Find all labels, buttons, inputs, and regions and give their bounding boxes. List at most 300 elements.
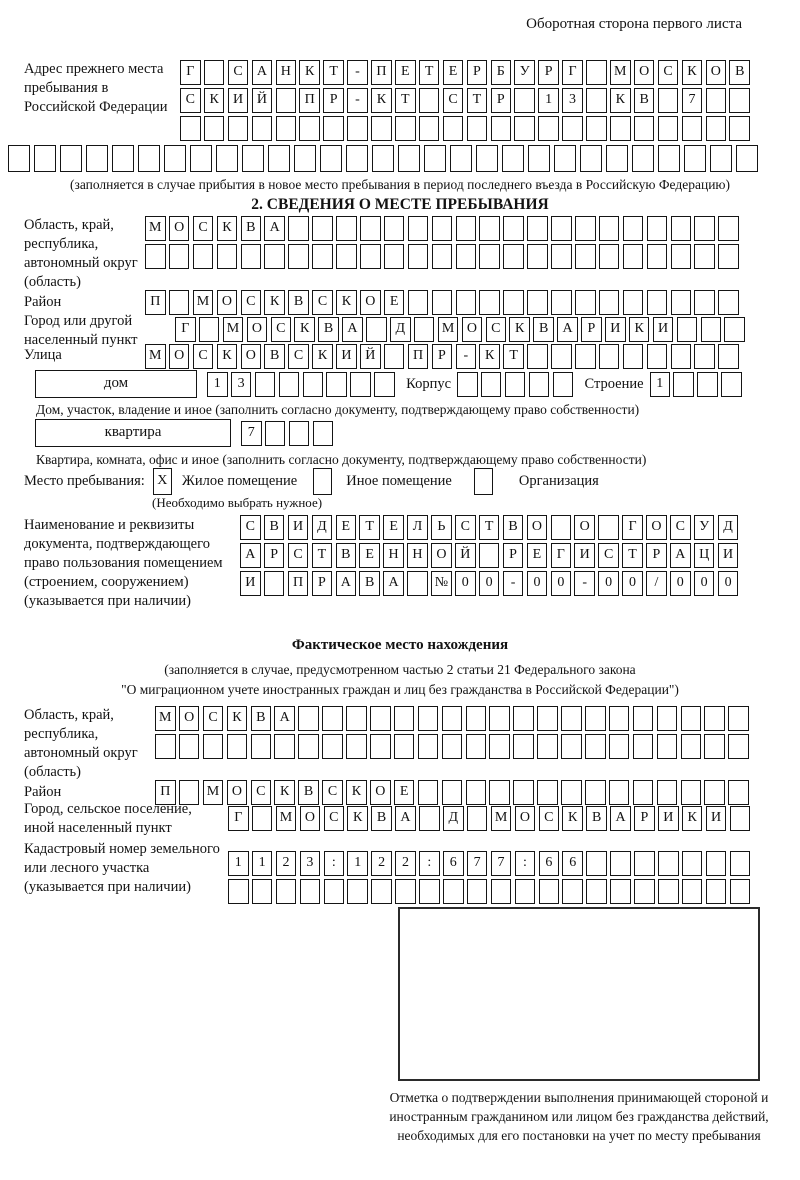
char-box: О	[227, 780, 248, 805]
char-box: В	[533, 317, 554, 342]
char-box	[599, 244, 620, 269]
char-box	[347, 116, 368, 141]
char-box: -	[347, 88, 368, 113]
char-box	[190, 145, 212, 172]
char-box	[658, 145, 680, 172]
char-box	[647, 216, 668, 241]
char-box	[529, 372, 550, 397]
char-box: С	[193, 216, 214, 241]
char-box: В	[371, 806, 392, 831]
char-box: -	[456, 344, 477, 369]
char-box	[241, 244, 262, 269]
char-box	[682, 116, 703, 141]
char-box: Т	[479, 515, 500, 540]
char-box	[360, 216, 381, 241]
char-box: И	[288, 515, 309, 540]
char-box	[599, 290, 620, 315]
char-box: Р	[491, 88, 512, 113]
char-box	[718, 290, 739, 315]
char-box	[599, 344, 620, 369]
char-box	[538, 116, 559, 141]
street-row	[145, 344, 742, 369]
checkbox-org	[474, 468, 493, 495]
char-box	[336, 216, 357, 241]
char-box	[657, 706, 678, 731]
char-box	[419, 116, 440, 141]
char-box	[681, 780, 702, 805]
char-box	[456, 244, 477, 269]
char-box	[456, 216, 477, 241]
char-box	[658, 116, 679, 141]
char-box: 2	[276, 851, 297, 876]
char-box: М	[145, 216, 166, 241]
fact-region-label: Область, край, республика, автономный округ (область)	[24, 707, 138, 780]
char-box: К	[294, 317, 315, 342]
char-box: Г	[175, 317, 196, 342]
char-box: К	[264, 290, 285, 315]
char-box	[419, 806, 440, 831]
char-box: А	[395, 806, 416, 831]
char-box	[442, 706, 463, 731]
char-box	[682, 879, 703, 904]
char-box: М	[203, 780, 224, 805]
char-box: А	[383, 571, 404, 596]
char-box: 0	[527, 571, 548, 596]
char-box: А	[342, 317, 363, 342]
fact-city-row	[228, 806, 754, 831]
char-box	[289, 421, 310, 446]
char-box	[704, 780, 725, 805]
char-box	[527, 244, 548, 269]
char-box	[575, 216, 596, 241]
char-box	[710, 145, 732, 172]
char-box	[671, 290, 692, 315]
char-box	[264, 571, 285, 596]
char-box	[610, 879, 631, 904]
char-box	[384, 244, 405, 269]
char-box: С	[455, 515, 476, 540]
place-type-label: Место пребывания:	[24, 473, 145, 489]
checkbox-zhiloe: X	[153, 468, 172, 495]
char-box	[623, 216, 644, 241]
char-box	[489, 706, 510, 731]
char-box: Г	[180, 60, 201, 85]
city-label: Город или другой населенный пункт	[24, 313, 138, 348]
char-box	[86, 145, 108, 172]
char-box	[633, 734, 654, 759]
apartment-type-box: квартира	[35, 419, 231, 447]
char-box: С	[271, 317, 292, 342]
char-box	[704, 706, 725, 731]
char-box: Е	[394, 780, 415, 805]
prev-address-row-4	[8, 145, 762, 172]
cadastre-row-2	[228, 879, 754, 904]
char-box: М	[276, 806, 297, 831]
char-box: 0	[622, 571, 643, 596]
char-box: 1	[538, 88, 559, 113]
char-box	[414, 317, 435, 342]
char-box	[199, 317, 220, 342]
char-box: В	[634, 88, 655, 113]
char-box	[694, 244, 715, 269]
char-box	[623, 290, 644, 315]
char-box	[489, 780, 510, 805]
char-box	[467, 879, 488, 904]
document-row-3	[240, 571, 742, 596]
char-box	[537, 780, 558, 805]
char-box	[647, 344, 668, 369]
char-box	[575, 344, 596, 369]
char-box	[251, 734, 272, 759]
char-box: И	[706, 806, 727, 831]
char-box	[718, 244, 739, 269]
char-box	[164, 145, 186, 172]
char-box	[729, 116, 750, 141]
char-box: 3	[300, 851, 321, 876]
char-box	[276, 116, 297, 141]
char-box: В	[251, 706, 272, 731]
char-box	[728, 734, 749, 759]
char-box	[610, 851, 631, 876]
char-box	[394, 706, 415, 731]
stroenie-label: Строение	[584, 375, 644, 392]
char-box: О	[706, 60, 727, 85]
char-box	[585, 780, 606, 805]
char-box	[606, 145, 628, 172]
char-box	[704, 734, 725, 759]
char-box	[155, 734, 176, 759]
char-box: Р	[323, 88, 344, 113]
char-box: В	[318, 317, 339, 342]
char-box	[736, 145, 758, 172]
char-box	[336, 244, 357, 269]
house-type-box: дом	[35, 370, 197, 398]
char-box	[539, 879, 560, 904]
char-box	[647, 244, 668, 269]
char-box	[347, 879, 368, 904]
street-label: Улица	[24, 347, 62, 363]
prev-address-row-3	[180, 116, 753, 141]
char-box: О	[431, 543, 452, 568]
char-box	[491, 116, 512, 141]
char-box: К	[336, 290, 357, 315]
char-box	[598, 515, 619, 540]
char-box	[372, 145, 394, 172]
char-box: 3	[231, 372, 252, 397]
char-box	[694, 290, 715, 315]
char-box: В	[298, 780, 319, 805]
char-box: Т	[419, 60, 440, 85]
char-box: :	[515, 851, 536, 876]
char-box	[303, 372, 324, 397]
char-box: О	[169, 216, 190, 241]
char-box	[276, 879, 297, 904]
char-box	[553, 372, 574, 397]
char-box: К	[479, 344, 500, 369]
char-box: О	[527, 515, 548, 540]
char-box: М	[155, 706, 176, 731]
char-box	[503, 290, 524, 315]
char-box	[418, 734, 439, 759]
char-box	[551, 515, 572, 540]
char-box	[252, 116, 273, 141]
char-box: С	[180, 88, 201, 113]
char-box: О	[179, 706, 200, 731]
char-box	[424, 145, 446, 172]
char-box: О	[217, 290, 238, 315]
char-box	[505, 372, 526, 397]
char-box: М	[610, 60, 631, 85]
char-box	[537, 706, 558, 731]
char-box: И	[653, 317, 674, 342]
char-box	[288, 244, 309, 269]
char-box	[697, 372, 718, 397]
char-box	[268, 145, 290, 172]
char-box	[728, 780, 749, 805]
char-box: К	[312, 344, 333, 369]
char-box: А	[252, 60, 273, 85]
char-box: О	[300, 806, 321, 831]
char-box: Е	[384, 290, 405, 315]
char-box	[609, 706, 630, 731]
char-box	[706, 116, 727, 141]
char-box	[366, 317, 387, 342]
char-box	[658, 88, 679, 113]
char-box	[370, 734, 391, 759]
char-box: 7	[491, 851, 512, 876]
char-box: Р	[581, 317, 602, 342]
char-box: Л	[407, 515, 428, 540]
char-box: 1	[207, 372, 228, 397]
char-box	[255, 372, 276, 397]
option-zhiloe-label: Жилое помещение	[181, 473, 298, 489]
char-box	[527, 216, 548, 241]
char-box: Т	[312, 543, 333, 568]
char-box	[371, 879, 392, 904]
char-box: №	[431, 571, 452, 596]
char-box	[671, 244, 692, 269]
char-box: 3	[562, 88, 583, 113]
char-box	[609, 780, 630, 805]
char-box	[634, 851, 655, 876]
char-box	[647, 290, 668, 315]
char-box: Д	[390, 317, 411, 342]
char-box: П	[371, 60, 392, 85]
char-box	[724, 317, 745, 342]
char-box: С	[312, 290, 333, 315]
char-box: С	[598, 543, 619, 568]
char-box	[503, 244, 524, 269]
char-box: О	[634, 60, 655, 85]
char-box: И	[240, 571, 261, 596]
char-box: С	[288, 543, 309, 568]
fact-city-label: Город, сельское поселение, иной населенный пункт	[24, 801, 192, 836]
char-box: -	[503, 571, 524, 596]
char-box	[8, 145, 30, 172]
char-box	[599, 216, 620, 241]
char-box: Ь	[431, 515, 452, 540]
char-box	[634, 879, 655, 904]
char-box	[528, 145, 550, 172]
char-box: М	[193, 290, 214, 315]
char-box: Н	[276, 60, 297, 85]
char-box: К	[347, 806, 368, 831]
char-box	[730, 879, 751, 904]
apartment-row	[35, 419, 337, 447]
char-box	[551, 290, 572, 315]
char-box	[326, 372, 347, 397]
char-box: 0	[694, 571, 715, 596]
char-box	[228, 116, 249, 141]
char-box: С	[670, 515, 691, 540]
char-box	[489, 734, 510, 759]
char-box	[513, 706, 534, 731]
option-inoe-label: Иное помещение	[346, 473, 452, 489]
char-box: С	[324, 806, 345, 831]
option-org-label: Организация	[518, 473, 599, 489]
prev-address-label: Адрес прежнего места пребывания в Российской Федерации	[24, 61, 168, 115]
char-box: Т	[503, 344, 524, 369]
char-box	[265, 421, 286, 446]
char-box	[432, 216, 453, 241]
char-box	[561, 706, 582, 731]
char-box	[384, 216, 405, 241]
region-label: Область, край, республика, автономный округ (область)	[24, 217, 138, 290]
char-box	[586, 851, 607, 876]
char-box: Д	[312, 515, 333, 540]
char-box: Т	[359, 515, 380, 540]
char-box	[502, 145, 524, 172]
char-box: В	[359, 571, 380, 596]
char-box: Р	[432, 344, 453, 369]
char-box	[633, 780, 654, 805]
char-box	[193, 244, 214, 269]
char-box	[112, 145, 134, 172]
char-box	[443, 879, 464, 904]
char-box: Е	[527, 543, 548, 568]
char-box: Б	[491, 60, 512, 85]
char-box	[322, 734, 343, 759]
fact-region-row-1	[155, 706, 752, 731]
char-box: В	[288, 290, 309, 315]
char-box	[467, 806, 488, 831]
char-box: А	[336, 571, 357, 596]
char-box: В	[586, 806, 607, 831]
char-box: /	[646, 571, 667, 596]
char-box: А	[274, 706, 295, 731]
char-box	[204, 60, 225, 85]
char-box	[554, 145, 576, 172]
char-box: 0	[718, 571, 739, 596]
char-box	[476, 145, 498, 172]
char-box	[407, 571, 428, 596]
char-box	[374, 372, 395, 397]
char-box	[673, 372, 694, 397]
char-box	[395, 116, 416, 141]
char-box: С	[288, 344, 309, 369]
char-box	[514, 116, 535, 141]
char-box	[34, 145, 56, 172]
apartment-caption: Квартира, комната, офис и иное (заполнить согласно документу, подтверждающему право собственности)	[36, 452, 647, 467]
char-box: С	[228, 60, 249, 85]
char-box: Д	[718, 515, 739, 540]
char-box	[419, 88, 440, 113]
char-box	[586, 879, 607, 904]
char-box	[479, 290, 500, 315]
char-box: Н	[383, 543, 404, 568]
region-row-2	[145, 244, 742, 269]
char-box: А	[610, 806, 631, 831]
char-box	[551, 244, 572, 269]
char-box	[408, 290, 429, 315]
char-box	[394, 734, 415, 759]
char-box	[443, 116, 464, 141]
char-box: К	[682, 60, 703, 85]
char-box	[384, 344, 405, 369]
char-box	[300, 879, 321, 904]
char-box	[242, 145, 264, 172]
char-box: О	[360, 290, 381, 315]
char-box	[138, 145, 160, 172]
char-box	[527, 290, 548, 315]
char-box: П	[155, 780, 176, 805]
char-box: 1	[650, 372, 671, 397]
char-box: С	[241, 290, 262, 315]
char-box	[657, 780, 678, 805]
char-box: 1	[252, 851, 273, 876]
fact-region-row-2	[155, 734, 752, 759]
char-box: К	[299, 60, 320, 85]
char-box: :	[324, 851, 345, 876]
char-box: К	[204, 88, 225, 113]
char-box	[491, 879, 512, 904]
char-box: -	[347, 60, 368, 85]
char-box: К	[371, 88, 392, 113]
char-box	[264, 244, 285, 269]
char-box: К	[346, 780, 367, 805]
char-box: С	[539, 806, 560, 831]
char-box: В	[336, 543, 357, 568]
char-box: Й	[252, 88, 273, 113]
char-box: О	[370, 780, 391, 805]
char-box: А	[264, 216, 285, 241]
apartment-number-cells	[241, 421, 337, 446]
char-box: Е	[336, 515, 357, 540]
prev-address-note: (заполняется в случае прибытия в новое место пребывания в период последнего въезда в Российскую Федерацию)	[69, 177, 731, 192]
char-box: 7	[467, 851, 488, 876]
char-box: Е	[443, 60, 464, 85]
char-box	[288, 216, 309, 241]
char-box: О	[169, 344, 190, 369]
place-type-note: (Необходимо выбрать нужное)	[152, 495, 323, 510]
char-box	[694, 344, 715, 369]
stamp-caption: Отметка о подтверждении выполнения принимающей стороной и иностранным гражданином или лицом без гражданства действий, необходимых для его постановки на учет по месту пребывания	[389, 1090, 769, 1143]
char-box: С	[251, 780, 272, 805]
char-box	[346, 145, 368, 172]
document-row-1	[240, 515, 742, 540]
char-box	[479, 216, 500, 241]
char-box	[585, 734, 606, 759]
korpus-label: Корпус	[406, 375, 452, 392]
char-box	[515, 879, 536, 904]
char-box: Ц	[694, 543, 715, 568]
char-box	[419, 879, 440, 904]
char-box	[706, 851, 727, 876]
char-box	[479, 244, 500, 269]
char-box: К	[217, 216, 238, 241]
char-box	[228, 879, 249, 904]
char-box: 2	[395, 851, 416, 876]
